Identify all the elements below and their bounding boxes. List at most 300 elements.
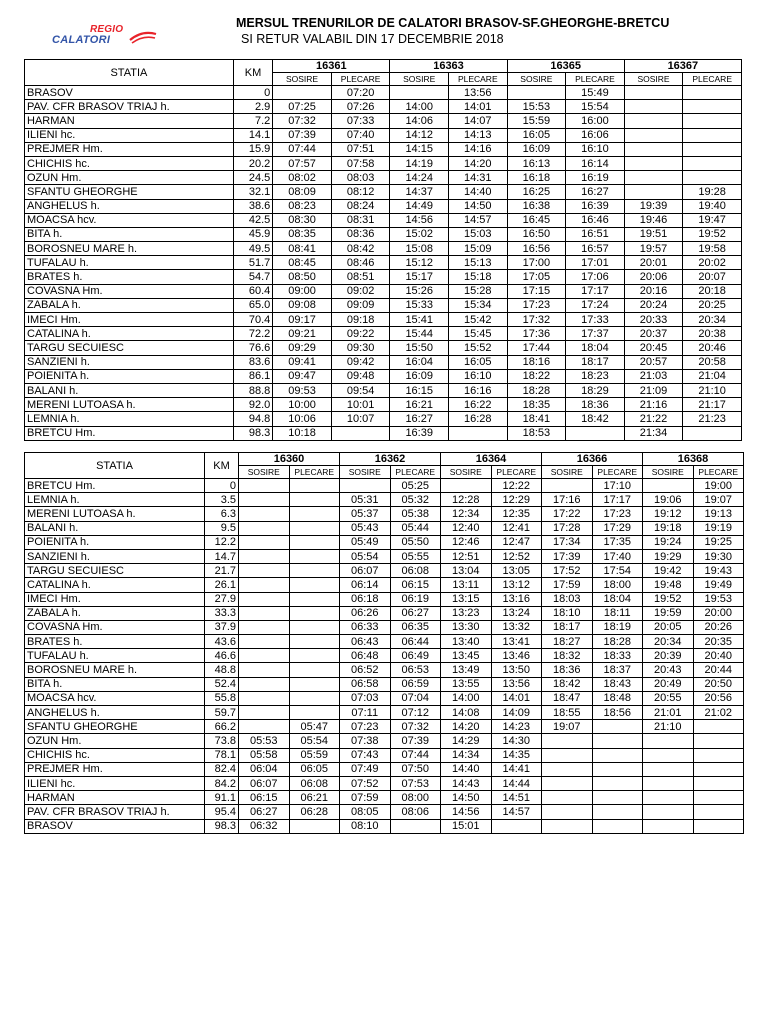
sosire-header: SOSIRE xyxy=(507,73,566,86)
departure-time: 05:59 xyxy=(289,748,340,762)
arrival-time: 20:43 xyxy=(643,663,694,677)
arrival-time: 14:43 xyxy=(441,776,492,790)
arrival-time: 20:06 xyxy=(624,270,683,284)
departure-time: 19:53 xyxy=(693,592,744,606)
arrival-time: 09:47 xyxy=(273,369,332,383)
arrival-time: 16:38 xyxy=(507,199,566,213)
table-row xyxy=(25,620,744,634)
table-row xyxy=(25,819,744,833)
station-name: SFANTU GHEORGHE xyxy=(25,185,234,199)
arrival-time xyxy=(273,86,332,100)
arrival-time: 06:07 xyxy=(340,564,391,578)
departure-time: 12:47 xyxy=(491,535,542,549)
arrival-time xyxy=(239,521,290,535)
departure-time: 14:40 xyxy=(449,185,508,199)
departure-time: 06:15 xyxy=(390,578,441,592)
arrival-time: 19:39 xyxy=(624,199,683,213)
arrival-time: 14:56 xyxy=(441,805,492,819)
departure-time xyxy=(683,142,742,156)
arrival-time: 12:34 xyxy=(441,507,492,521)
train-number: 16360 xyxy=(239,453,340,466)
departure-time: 07:04 xyxy=(390,691,441,705)
arrival-time: 06:33 xyxy=(340,620,391,634)
arrival-time xyxy=(239,649,290,663)
departure-time xyxy=(693,805,744,819)
station-name: POIENITA h. xyxy=(25,369,234,383)
sosire-header: SOSIRE xyxy=(624,73,683,86)
departure-time: 20:35 xyxy=(693,635,744,649)
arrival-time: 15:12 xyxy=(390,256,449,270)
arrival-time: 09:53 xyxy=(273,383,332,397)
departure-time: 19:25 xyxy=(693,535,744,549)
arrival-time: 20:01 xyxy=(624,256,683,270)
arrival-time: 10:06 xyxy=(273,412,332,426)
departure-time: 13:46 xyxy=(491,649,542,663)
train-number: 16366 xyxy=(542,453,643,466)
departure-time: 13:24 xyxy=(491,606,542,620)
station-name: BALANI h. xyxy=(25,383,234,397)
arrival-time: 14:56 xyxy=(390,213,449,227)
arrival-time: 19:12 xyxy=(643,507,694,521)
departure-time: 19:30 xyxy=(693,549,744,563)
arrival-time: 19:24 xyxy=(643,535,694,549)
station-name: BITA h. xyxy=(25,677,205,691)
arrival-time xyxy=(239,592,290,606)
departure-time xyxy=(289,493,340,507)
arrival-time: 18:42 xyxy=(542,677,593,691)
departure-time: 20:46 xyxy=(683,341,742,355)
arrival-time: 16:18 xyxy=(507,171,566,185)
table-row xyxy=(25,412,742,426)
station-name: BALANI h. xyxy=(25,521,205,535)
departure-time: 05:44 xyxy=(390,521,441,535)
departure-time: 14:57 xyxy=(449,213,508,227)
departure-time: 20:26 xyxy=(693,620,744,634)
arrival-time: 06:04 xyxy=(239,762,290,776)
km-value: 46.6 xyxy=(205,649,239,663)
km-value: 82.4 xyxy=(205,762,239,776)
sosire-header: SOSIRE xyxy=(441,466,492,479)
table-row xyxy=(25,298,742,312)
departure-time: 16:16 xyxy=(449,383,508,397)
departure-time xyxy=(289,564,340,578)
arrival-time: 19:07 xyxy=(542,720,593,734)
arrival-time xyxy=(624,128,683,142)
departure-time: 17:10 xyxy=(592,479,643,493)
arrival-time: 18:41 xyxy=(507,412,566,426)
arrival-time: 19:42 xyxy=(643,564,694,578)
arrival-time: 08:30 xyxy=(273,213,332,227)
arrival-time: 14:08 xyxy=(441,706,492,720)
departure-time: 15:09 xyxy=(449,242,508,256)
departure-time: 05:32 xyxy=(390,493,441,507)
arrival-time: 19:52 xyxy=(643,592,694,606)
table-row xyxy=(25,578,744,592)
arrival-time xyxy=(643,791,694,805)
statia-header: STATIA xyxy=(25,453,205,479)
departure-time xyxy=(693,720,744,734)
departure-time xyxy=(566,426,625,440)
arrival-time xyxy=(643,805,694,819)
station-name: COVASNA Hm. xyxy=(25,620,205,634)
table-row xyxy=(25,691,744,705)
arrival-time: 15:26 xyxy=(390,284,449,298)
arrival-time: 20:34 xyxy=(643,635,694,649)
departure-time: 18:19 xyxy=(592,620,643,634)
arrival-time: 18:28 xyxy=(507,383,566,397)
arrival-time: 08:50 xyxy=(273,270,332,284)
departure-time: 06:28 xyxy=(289,805,340,819)
departure-time xyxy=(592,819,643,833)
departure-time: 14:50 xyxy=(449,199,508,213)
plecare-header: PLECARE xyxy=(566,73,625,86)
station-name: HARMAN xyxy=(25,114,234,128)
departure-time xyxy=(592,748,643,762)
departure-time: 16:06 xyxy=(566,128,625,142)
km-value: 92.0 xyxy=(233,398,272,412)
train-number: 16364 xyxy=(441,453,542,466)
departure-time: 18:28 xyxy=(592,635,643,649)
departure-time: 08:51 xyxy=(331,270,390,284)
departure-time xyxy=(592,805,643,819)
departure-time xyxy=(289,677,340,691)
regio-calatori-logo xyxy=(50,24,160,48)
arrival-time: 12:46 xyxy=(441,535,492,549)
departure-time xyxy=(289,592,340,606)
table-row xyxy=(25,507,744,521)
arrival-time xyxy=(624,100,683,114)
station-name: BRASOV xyxy=(25,819,205,833)
km-value: 86.1 xyxy=(233,369,272,383)
sosire-header: SOSIRE xyxy=(340,466,391,479)
table-row xyxy=(25,199,742,213)
km-value: 51.7 xyxy=(233,256,272,270)
arrival-time: 15:33 xyxy=(390,298,449,312)
km-value: 72.2 xyxy=(233,327,272,341)
table-row xyxy=(25,383,742,397)
departure-time: 19:19 xyxy=(693,521,744,535)
departure-time: 17:33 xyxy=(566,313,625,327)
arrival-time xyxy=(542,748,593,762)
arrival-time: 21:22 xyxy=(624,412,683,426)
table-row xyxy=(25,549,744,563)
table-row xyxy=(25,635,744,649)
arrival-time: 05:31 xyxy=(340,493,391,507)
departure-time: 20:34 xyxy=(683,313,742,327)
table-row xyxy=(25,369,742,383)
km-value: 42.5 xyxy=(233,213,272,227)
km-value: 7.2 xyxy=(233,114,272,128)
arrival-time: 13:55 xyxy=(441,677,492,691)
arrival-time: 14:00 xyxy=(390,100,449,114)
departure-time: 05:38 xyxy=(390,507,441,521)
departure-time: 20:02 xyxy=(683,256,742,270)
arrival-time xyxy=(239,578,290,592)
table-row xyxy=(25,284,742,298)
departure-time: 17:06 xyxy=(566,270,625,284)
departure-time: 20:50 xyxy=(693,677,744,691)
table-row xyxy=(25,171,742,185)
km-value: 43.6 xyxy=(205,635,239,649)
arrival-time: 08:02 xyxy=(273,171,332,185)
arrival-time: 15:01 xyxy=(441,819,492,833)
departure-time: 06:21 xyxy=(289,791,340,805)
arrival-time: 08:05 xyxy=(340,805,391,819)
departure-time: 17:23 xyxy=(592,507,643,521)
station-name: TUFALAU h. xyxy=(25,649,205,663)
departure-time: 19:13 xyxy=(693,507,744,521)
arrival-time xyxy=(643,819,694,833)
departure-time: 20:38 xyxy=(683,327,742,341)
departure-time: 07:12 xyxy=(390,706,441,720)
arrival-time: 13:15 xyxy=(441,592,492,606)
departure-time: 06:53 xyxy=(390,663,441,677)
departure-time: 16:28 xyxy=(449,412,508,426)
km-value: 70.4 xyxy=(233,313,272,327)
arrival-time: 12:51 xyxy=(441,549,492,563)
departure-time xyxy=(289,606,340,620)
arrival-time: 18:10 xyxy=(542,606,593,620)
km-value: 9.5 xyxy=(205,521,239,535)
departure-time: 19:52 xyxy=(683,227,742,241)
arrival-time xyxy=(624,142,683,156)
station-name: BRETCU Hm. xyxy=(25,426,234,440)
departure-time: 18:33 xyxy=(592,649,643,663)
sosire-header: SOSIRE xyxy=(390,73,449,86)
departure-time: 16:51 xyxy=(566,227,625,241)
table-row xyxy=(25,493,744,507)
arrival-time: 14:49 xyxy=(390,199,449,213)
arrival-time: 16:39 xyxy=(390,426,449,440)
departure-time: 05:54 xyxy=(289,734,340,748)
departure-time: 09:48 xyxy=(331,369,390,383)
arrival-time: 14:20 xyxy=(441,720,492,734)
departure-time: 19:40 xyxy=(683,199,742,213)
arrival-time: 05:58 xyxy=(239,748,290,762)
table-row xyxy=(25,762,744,776)
arrival-time: 06:18 xyxy=(340,592,391,606)
arrival-time xyxy=(239,635,290,649)
departure-time: 15:54 xyxy=(566,100,625,114)
arrival-time: 17:15 xyxy=(507,284,566,298)
arrival-time: 14:40 xyxy=(441,762,492,776)
table-row xyxy=(25,805,744,819)
table-row xyxy=(25,791,744,805)
departure-time: 07:53 xyxy=(390,776,441,790)
timetable-brasov-bretcu xyxy=(24,59,742,441)
km-value: 6.3 xyxy=(205,507,239,521)
departure-time: 16:00 xyxy=(566,114,625,128)
arrival-time: 07:25 xyxy=(273,100,332,114)
train-number: 16363 xyxy=(390,60,507,73)
departure-time: 10:01 xyxy=(331,398,390,412)
arrival-time: 17:32 xyxy=(507,313,566,327)
departure-time: 06:19 xyxy=(390,592,441,606)
departure-time: 14:41 xyxy=(491,762,542,776)
sosire-header: SOSIRE xyxy=(542,466,593,479)
arrival-time: 07:11 xyxy=(340,706,391,720)
departure-time: 21:23 xyxy=(683,412,742,426)
departure-time: 20:00 xyxy=(693,606,744,620)
arrival-time: 18:03 xyxy=(542,592,593,606)
station-name: CHICHIS hc. xyxy=(25,748,205,762)
table-row xyxy=(25,313,742,327)
arrival-time: 09:08 xyxy=(273,298,332,312)
km-value: 65.0 xyxy=(233,298,272,312)
departure-time: 12:52 xyxy=(491,549,542,563)
arrival-time: 06:58 xyxy=(340,677,391,691)
page-subtitle: SI RETUR VALABIL DIN 17 DECEMBRIE 2018 xyxy=(241,32,504,46)
arrival-time xyxy=(239,691,290,705)
arrival-time: 13:40 xyxy=(441,635,492,649)
arrival-time: 07:52 xyxy=(340,776,391,790)
train-number-row xyxy=(25,453,744,466)
departure-time xyxy=(592,720,643,734)
arrival-time: 18:53 xyxy=(507,426,566,440)
table-row xyxy=(25,185,742,199)
arrival-time: 05:54 xyxy=(340,549,391,563)
arrival-time: 16:15 xyxy=(390,383,449,397)
km-value: 0 xyxy=(205,479,239,493)
arrival-time: 06:52 xyxy=(340,663,391,677)
arrival-time: 14:37 xyxy=(390,185,449,199)
arrival-time: 07:49 xyxy=(340,762,391,776)
arrival-time: 17:23 xyxy=(507,298,566,312)
station-name: PREJMER Hm. xyxy=(25,762,205,776)
km-value: 73.8 xyxy=(205,734,239,748)
departure-time: 14:01 xyxy=(491,691,542,705)
departure-time: 07:39 xyxy=(390,734,441,748)
arrival-time xyxy=(239,663,290,677)
departure-time: 08:46 xyxy=(331,256,390,270)
arrival-time: 20:05 xyxy=(643,620,694,634)
arrival-time: 13:23 xyxy=(441,606,492,620)
departure-time: 18:11 xyxy=(592,606,643,620)
km-value: 78.1 xyxy=(205,748,239,762)
arrival-time: 13:11 xyxy=(441,578,492,592)
arrival-time: 15:59 xyxy=(507,114,566,128)
station-name: LEMNIA h. xyxy=(25,412,234,426)
table-row xyxy=(25,156,742,170)
arrival-time: 21:34 xyxy=(624,426,683,440)
arrival-time: 20:16 xyxy=(624,284,683,298)
arrival-time: 16:04 xyxy=(390,355,449,369)
km-value: 52.4 xyxy=(205,677,239,691)
arrival-time: 08:23 xyxy=(273,199,332,213)
departure-time: 15:03 xyxy=(449,227,508,241)
arrival-time: 17:22 xyxy=(542,507,593,521)
arrival-time: 14:06 xyxy=(390,114,449,128)
arrival-time: 16:13 xyxy=(507,156,566,170)
arrival-time: 21:03 xyxy=(624,369,683,383)
departure-time: 17:35 xyxy=(592,535,643,549)
arrival-time: 21:01 xyxy=(643,706,694,720)
departure-time: 09:54 xyxy=(331,383,390,397)
station-name: CATALINA h. xyxy=(25,578,205,592)
station-name: ZABALA h. xyxy=(25,298,234,312)
departure-time: 07:50 xyxy=(390,762,441,776)
departure-time: 15:45 xyxy=(449,327,508,341)
departure-time: 09:22 xyxy=(331,327,390,341)
arrival-time: 18:17 xyxy=(542,620,593,634)
arrival-time: 20:37 xyxy=(624,327,683,341)
departure-time: 13:16 xyxy=(491,592,542,606)
table-row xyxy=(25,398,742,412)
arrival-time: 19:48 xyxy=(643,578,694,592)
arrival-time: 19:46 xyxy=(624,213,683,227)
km-value: 3.5 xyxy=(205,493,239,507)
departure-time: 20:07 xyxy=(683,270,742,284)
departure-time: 09:42 xyxy=(331,355,390,369)
arrival-time: 16:09 xyxy=(507,142,566,156)
departure-time: 07:51 xyxy=(331,142,390,156)
departure-time: 14:44 xyxy=(491,776,542,790)
arrival-time xyxy=(643,479,694,493)
arrival-time: 14:15 xyxy=(390,142,449,156)
departure-time: 18:29 xyxy=(566,383,625,397)
departure-time xyxy=(683,171,742,185)
table-row xyxy=(25,256,742,270)
km-value: 88.8 xyxy=(233,383,272,397)
station-name: PAV. CFR BRASOV TRIAJ h. xyxy=(25,100,234,114)
departure-time: 21:17 xyxy=(683,398,742,412)
departure-time: 07:58 xyxy=(331,156,390,170)
timetable-bretcu-brasov xyxy=(24,452,744,834)
arrival-time: 15:50 xyxy=(390,341,449,355)
arrival-time: 21:16 xyxy=(624,398,683,412)
arrival-time: 07:59 xyxy=(340,791,391,805)
departure-time: 14:57 xyxy=(491,805,542,819)
arrival-time xyxy=(643,748,694,762)
arrival-time xyxy=(239,535,290,549)
table-row xyxy=(25,649,744,663)
km-value: 98.3 xyxy=(205,819,239,833)
km-value: 66.2 xyxy=(205,720,239,734)
km-value: 0 xyxy=(233,86,272,100)
arrival-time: 13:04 xyxy=(441,564,492,578)
arrival-time xyxy=(542,479,593,493)
departure-time: 06:08 xyxy=(390,564,441,578)
table-row xyxy=(25,86,742,100)
departure-time: 07:32 xyxy=(390,720,441,734)
arrival-time: 18:36 xyxy=(542,663,593,677)
logo-regio-text: REGIO xyxy=(90,24,124,35)
departure-time xyxy=(289,507,340,521)
km-value: 84.2 xyxy=(205,776,239,790)
departure-time xyxy=(289,663,340,677)
train-number-row xyxy=(25,60,742,73)
train-number: 16361 xyxy=(273,60,390,73)
arrival-time xyxy=(624,114,683,128)
table-row xyxy=(25,114,742,128)
station-name: CATALINA h. xyxy=(25,327,234,341)
departure-time: 17:54 xyxy=(592,564,643,578)
arrival-time xyxy=(441,479,492,493)
km-value: 2.9 xyxy=(233,100,272,114)
departure-time: 12:29 xyxy=(491,493,542,507)
departure-time: 16:57 xyxy=(566,242,625,256)
arrival-time: 06:26 xyxy=(340,606,391,620)
departure-time: 16:10 xyxy=(566,142,625,156)
arrival-time xyxy=(643,734,694,748)
departure-time xyxy=(289,549,340,563)
arrival-time xyxy=(239,549,290,563)
plecare-header: PLECARE xyxy=(449,73,508,86)
logo-calatori-text: CALATORI xyxy=(52,34,111,46)
arrival-time: 08:35 xyxy=(273,227,332,241)
departure-time: 06:05 xyxy=(289,762,340,776)
departure-time: 21:02 xyxy=(693,706,744,720)
